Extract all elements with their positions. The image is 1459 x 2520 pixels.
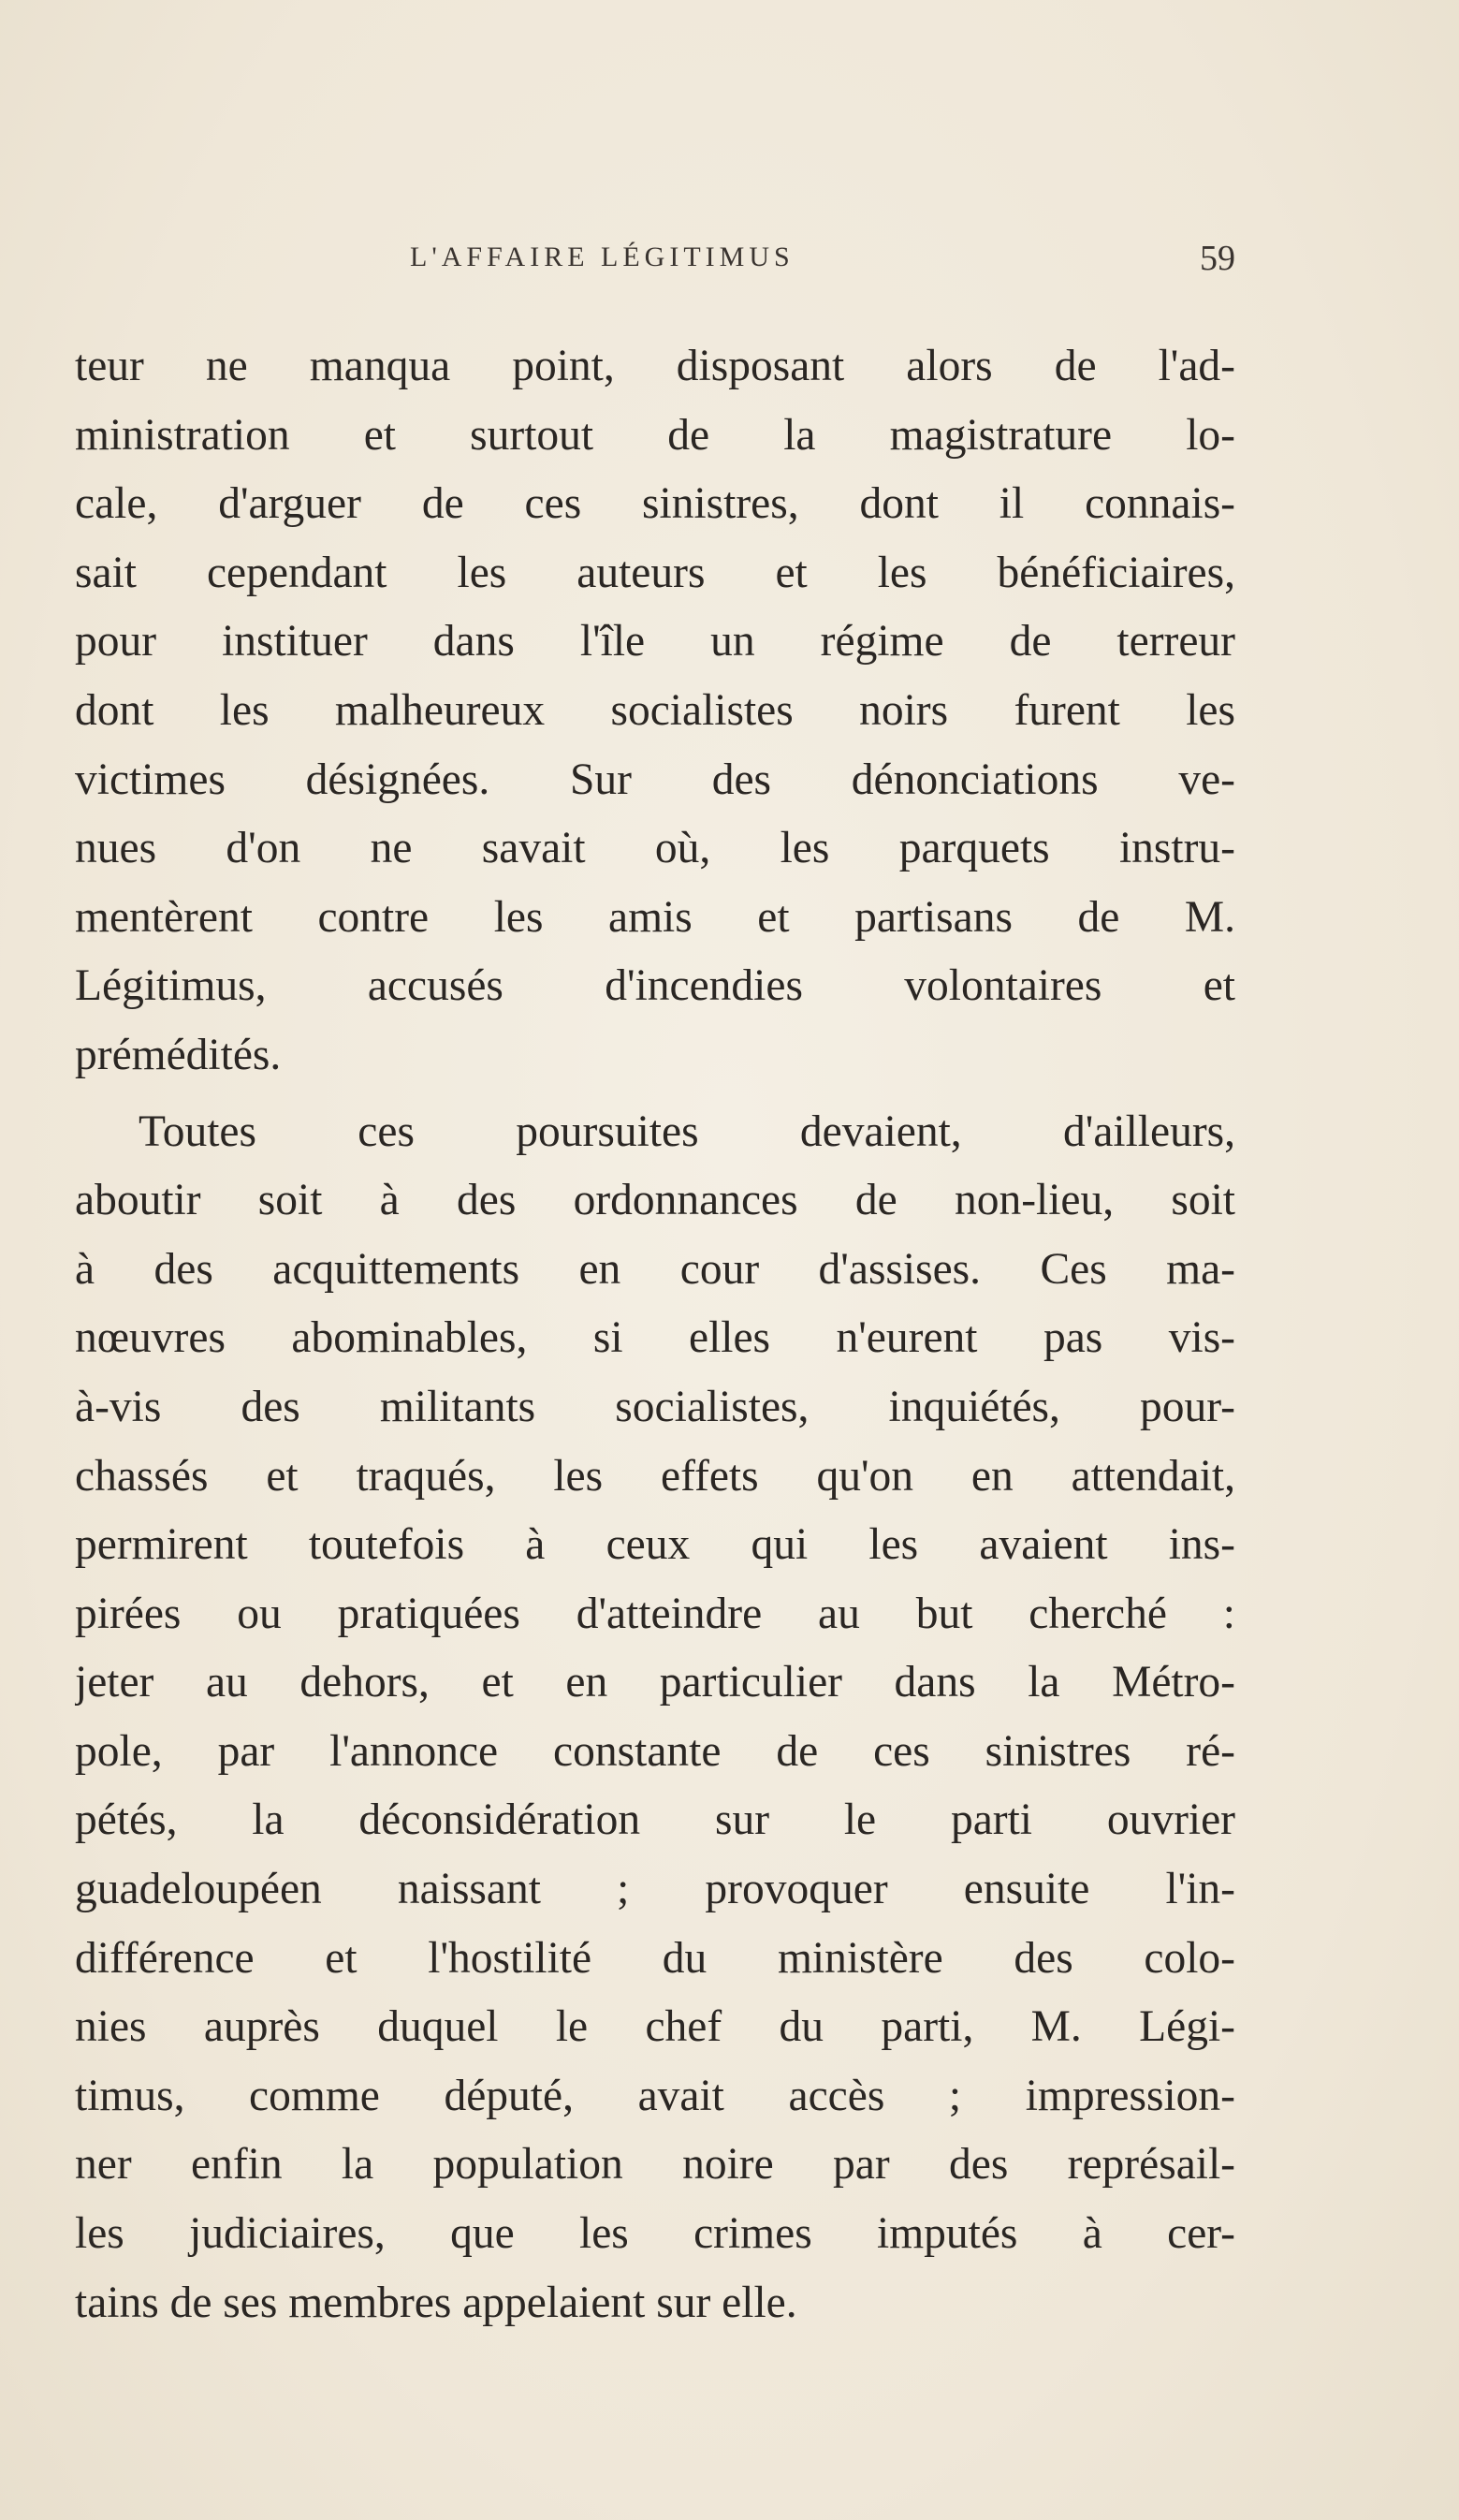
paragraph-gap [75, 1091, 1235, 1098]
text-line: pétés, la déconsidération sur le parti ouvrier [75, 1795, 1235, 1845]
text-line: pirées ou pratiquées d'atteindre au but cherché : [75, 1589, 1235, 1638]
text-line: nœuvres abominables, si elles n'eurent pas vis- [75, 1313, 1235, 1363]
text-line: victimes désignées. Sur des dénonciations ve- [75, 755, 1235, 804]
page-number: 59 [1200, 239, 1235, 278]
text-line: tains de ses membres appelaient sur elle. [75, 2278, 797, 2327]
text-line: dont les malheureux socialistes noirs furent les [75, 685, 1235, 735]
text-line: ner enfin la population noire par des représail- [75, 2140, 1235, 2190]
text-line: Légitimus, accusés d'incendies volontaires et [75, 961, 1235, 1011]
text-line: nies auprès duquel le chef du parti, M. Légi- [75, 2002, 1235, 2052]
text-line: timus, comme député, avait accès ; impression- [75, 2071, 1235, 2120]
text-line: pole, par l'annonce constante de ces sinistres ré- [75, 1726, 1235, 1776]
text-line: chassés et traqués, les effets qu'on en attendait, [75, 1451, 1235, 1501]
text-line: mentèrent contre les amis et partisans de M. [75, 892, 1235, 942]
text-line: sait cependant les auteurs et les bénéficiaires, [75, 548, 1235, 597]
text-line: aboutir soit à des ordonnances de non-lieu, soit [75, 1176, 1235, 1225]
text-line: permirent toutefois à ceux qui les avaient ins- [75, 1520, 1235, 1570]
running-head [75, 239, 1235, 279]
text-line: les judiciaires, que les crimes imputés à cer- [75, 2209, 1235, 2259]
text-line: pour instituer dans l'île un régime de terreur [75, 617, 1235, 667]
text-line: cale, d'arguer de ces sinistres, dont il connais- [75, 479, 1235, 529]
text-line: guadeloupéen naissant ; provoquer ensuite l'in- [75, 1865, 1235, 1914]
text-line: à-vis des militants socialistes, inquiétés, pour- [75, 1382, 1235, 1431]
text-line: nues d'on ne savait où, les parquets instru- [75, 824, 1235, 873]
text-line: à des acquittements en cour d'assises. Ces ma- [75, 1244, 1235, 1294]
body-text [75, 332, 1235, 2337]
text-line: Toutes ces poursuites devaient, d'ailleurs, [139, 1106, 1235, 1156]
text-line: prémédités. [75, 1030, 282, 1079]
text-line: jeter au dehors, et en particulier dans la Métro- [75, 1658, 1235, 1707]
paragraph-1 [75, 332, 1235, 1091]
paragraph-2 [75, 1098, 1235, 2338]
running-title: L'AFFAIRE LÉGITIMUS [410, 242, 795, 272]
text-line: différence et l'hostilité du ministère des colo- [75, 1933, 1235, 1983]
text-line: teur ne manqua point, disposant alors de l'ad- [75, 342, 1235, 390]
text-line: ministration et surtout de la magistrature lo- [75, 410, 1235, 460]
